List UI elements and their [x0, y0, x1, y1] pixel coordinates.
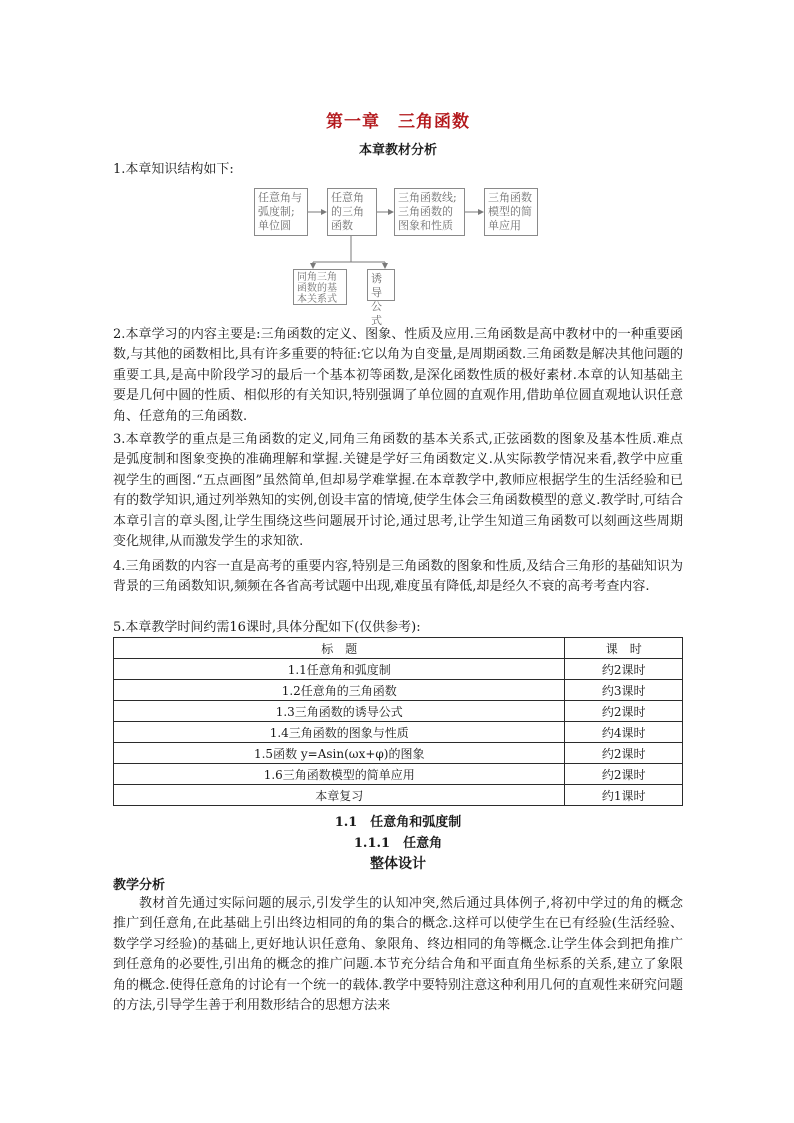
section-1-1-1-heading: 1.1.1 任意角: [353, 836, 443, 851]
cell-title: 1.5函数 y=Asin(ωx+φ)的图象: [114, 743, 565, 764]
knowledge-structure-diagram: [113, 180, 683, 327]
node-angle-radian: 任意角与 弧度制; 单位圆: [254, 188, 308, 236]
overall-design-heading: 整体设计: [370, 856, 426, 872]
header-hours: 课 时: [565, 638, 683, 659]
node-identity: 同角三角 函数的基 本关系式: [293, 269, 347, 305]
table-row: [114, 659, 683, 680]
item-4: 4.三角函数的内容一直是高考的重要内容,特别是三角函数的图象和性质,及结合三角形的基础知识为背景的三角函数知识,频频在各省高考试题中出现,难度虽有降低,却是经久不衰的高考考查内容.: [113, 559, 683, 595]
schedule-table: [113, 637, 683, 806]
item-5: 5.本章教学时间约需16课时,具体分配如下(仅供参考):: [113, 620, 421, 635]
table-row: [114, 722, 683, 743]
header-title: 标 题: [114, 638, 565, 659]
cell-title: 1.1任意角和弧度制: [114, 659, 565, 680]
item-1: 1.本章知识结构如下:: [113, 162, 234, 177]
node-trig-model: 三角函数 模型的简 单应用: [484, 188, 538, 236]
cell-title: 1.6三角函数模型的简单应用: [114, 764, 565, 785]
cell-hours: 约2课时: [565, 743, 683, 764]
cell-title: 1.4三角函数的图象与性质: [114, 722, 565, 743]
table-header-row: [114, 638, 683, 659]
cell-hours: 约2课时: [565, 701, 683, 722]
table-row: [114, 764, 683, 785]
cell-hours: 约2课时: [565, 764, 683, 785]
node-trig-graphs: 三角函数线; 三角函数的 图象和性质: [394, 188, 465, 236]
cell-hours: 约1课时: [565, 785, 683, 806]
cell-hours: 约3课时: [565, 680, 683, 701]
chapter-title: 第一章 三角函数: [326, 112, 470, 132]
node-induction: 诱导 公式: [367, 269, 395, 301]
section-1-1-heading: 1.1 任意角和弧度制: [334, 815, 462, 830]
teaching-analysis-text: 教材首先通过实际问题的展示,引发学生的认知冲突,然后通过具体例子,将初中学过的角的概念推广到任意角,在此基础上引出终边相同的角的集合的概念.这样可以使学生在已有经验(生活经验、数学学习经验)的基础上,更好地认识任意角、象限角、终边相同的角等概念.让学生体会到把角推广到任意角的必要性,引出角的概念的推广问题.本节充分结合角和平面直角坐标系的关系,建立了象限角的概念.使得任意角的讨论有一个统一的载体.教学中要特别注意这种利用几何的直观性来研究问题的方法,引导学生善于利用数形结合的思想方法来: [113, 896, 683, 1014]
cell-title: 1.3三角函数的诱导公式: [114, 701, 565, 722]
analysis-heading: 本章教材分析: [358, 143, 437, 158]
cell-hours: 约2课时: [565, 659, 683, 680]
table-row: [114, 785, 683, 806]
cell-title: 本章复习: [114, 785, 565, 806]
table-row: [114, 680, 683, 701]
item-2: 2.本章学习的内容主要是:三角函数的定义、图象、性质及应用.三角函数是高中教材中的一种重要函数,与其他的函数相比,具有许多重要的特征:它以角为自变量,是周期函数.三角函数是解决其他问题的重要工具,是高中阶段学习的最后一个基本初等函数,是深化函数性质的极好素材.本章的认知基础主要是几何中圆的性质、相似形的有关知识,特别强调了单位圆的直观作用,借助单位圆直观地认识任意角、任意角的三角函数.: [113, 327, 683, 424]
teaching-analysis-heading: 教学分析: [113, 878, 166, 893]
table-row: [114, 743, 683, 764]
item-3: 3.本章教学的重点是三角函数的定义,同角三角函数的基本关系式,正弦函数的图象及基本性质.难点是弧度制和图象变换的准确理解和掌握.关键是学好三角函数定义.从实际教学情况来看,教学中应重视学生的画图.“五点画图”虽然简单,但却易学难掌握.在本章教学中,教师应根据学生的生活经验和已有的数学知识,通过列举熟知的实例,创设丰富的情境,使学生体会三角函数模型的意义.教学时,可结合本章引言的章头图,让学生围绕这些问题展开讨论,通过思考,让学生知道三角函数可以刻画这些周期变化规律,从而激发学生的求知欲.: [113, 432, 683, 550]
table-row: [114, 701, 683, 722]
node-trig-function: 任意角 的三角 函数: [327, 188, 377, 236]
cell-title: 1.2任意角的三角函数: [114, 680, 565, 701]
cell-hours: 约4课时: [565, 722, 683, 743]
